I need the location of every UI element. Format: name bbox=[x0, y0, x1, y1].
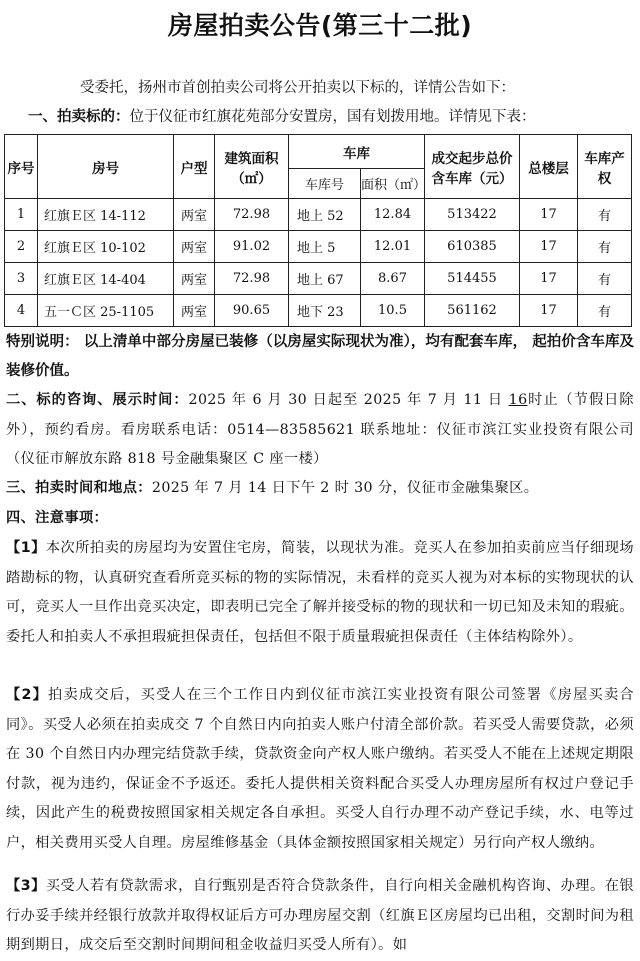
cell-seq: 3 bbox=[5, 263, 38, 295]
note-1-lead: 【1】 bbox=[6, 540, 46, 556]
cell-price: 514455 bbox=[425, 263, 520, 295]
cell-seq: 2 bbox=[5, 231, 38, 263]
page-title: 房屋拍卖公告(第三十二批) bbox=[167, 11, 473, 40]
header-garage-area: 面积（㎡） bbox=[361, 169, 425, 199]
section-1-text: 位于仪征市红旗花苑部分安置房，国有划拨用地。详情见下表： bbox=[129, 109, 536, 125]
table-row bbox=[5, 295, 632, 327]
cell-room: 红旗Ｅ区 10-102 bbox=[38, 231, 174, 263]
cell-area: 72.98 bbox=[215, 199, 289, 231]
header-price: 成交起步总价含车库（元） bbox=[425, 135, 520, 199]
cell-type: 两室 bbox=[174, 199, 215, 231]
table-row bbox=[5, 199, 632, 231]
cell-garage-no: 地上 67 bbox=[289, 263, 361, 295]
header-garage-right: 车库产权 bbox=[578, 135, 632, 199]
cell-garage-right: 有 bbox=[578, 295, 632, 327]
cell-floors: 17 bbox=[520, 263, 578, 295]
cell-garage-right: 有 bbox=[578, 263, 632, 295]
header-garage: 车库 bbox=[289, 135, 425, 169]
cell-price: 610385 bbox=[425, 231, 520, 263]
lots-table bbox=[4, 134, 632, 327]
section-2-hour: 16 bbox=[508, 392, 528, 408]
cell-seq: 1 bbox=[5, 199, 38, 231]
header-floors: 总楼层 bbox=[520, 135, 578, 199]
intro-text: 受委托，扬州市首创拍卖公司将公开拍卖以下标的，详情公告如下： bbox=[80, 80, 515, 96]
note-3 bbox=[6, 872, 634, 961]
cell-garage-right: 有 bbox=[578, 231, 632, 263]
cell-room: 红旗Ｅ区 14-112 bbox=[38, 199, 174, 231]
cell-garage-no: 地下 23 bbox=[289, 295, 361, 327]
note-3-lead: 【3】 bbox=[6, 878, 46, 894]
note-1 bbox=[6, 534, 634, 652]
cell-area: 90.65 bbox=[215, 295, 289, 327]
cell-seq: 4 bbox=[5, 295, 38, 327]
section-2-text-a: 2025 年 6 月 30 日起至 2025 年 7 月 11 日 bbox=[188, 392, 509, 408]
cell-room: 红旗Ｅ区 14-404 bbox=[38, 263, 174, 295]
special-note: 特别说明： 以上清单中部分房屋已装修（以房屋实际现状为准），均有配套车库， 起拍价含车库及装修价值。 bbox=[6, 334, 634, 379]
cell-garage-area: 12.84 bbox=[361, 199, 425, 231]
cell-type: 两室 bbox=[174, 263, 215, 295]
cell-garage-area: 8.67 bbox=[361, 263, 425, 295]
note-3-text: 买受人若有贷款需求，自行甄别是否符合贷款条件，自行向相关金融机构咨询、办理。在银行办妥手续并经银行放款并取得权证后方可办理房屋交割（红旗Ｅ区房屋均已出租，交割时间为租期到期日，成交后至交割时间期间租金收益归买受人所有）。如 bbox=[6, 878, 634, 953]
cell-room: 五一Ｃ区 25-1105 bbox=[38, 295, 174, 327]
header-area: 建筑面积（㎡） bbox=[215, 135, 289, 199]
section-4-heading-text: 四、注意事项： bbox=[6, 510, 109, 526]
header-type: 户型 bbox=[174, 135, 215, 199]
section-1-heading: 一、拍卖标的： bbox=[28, 109, 130, 125]
cell-price: 513422 bbox=[425, 199, 520, 231]
cell-type: 两室 bbox=[174, 231, 215, 263]
table-row bbox=[5, 263, 632, 295]
table-row bbox=[5, 231, 632, 263]
section-2-text-b: 时止（节假日除外），预约看房。看房联系电话：0514—83585621 联系地址：仪征市滨江实业投资有限公司（仪征市解放东路 818 号金融集聚区 C 座一楼） bbox=[6, 392, 634, 467]
cell-area: 72.98 bbox=[215, 263, 289, 295]
note-2-lead: 【2】 bbox=[6, 687, 49, 703]
cell-floors: 17 bbox=[520, 295, 578, 327]
note-1-text: 本次所拍卖的房屋均为安置住宅房，简装，以现状为准。竞买人在参加拍卖前应当仔细现场踏勘标的物，认真研究查看所竞买标的物的实际情况，未看样的竞买人视为对本标的实物现状的认可，竞买人一旦作出竞买决定，即表明已完全了解并接受标的物的现状和一切已知及未知的瑕疵。委托人和拍卖人不承担瑕疵担保责任，包括但不限于质量瑕疵担保责任（主体结构除外）。 bbox=[6, 540, 634, 645]
note-2 bbox=[6, 681, 634, 858]
section-1 bbox=[28, 107, 536, 127]
cell-garage-area: 12.01 bbox=[361, 231, 425, 263]
section-3-heading: 三、拍卖时间和地点： bbox=[6, 480, 152, 496]
cell-type: 两室 bbox=[174, 295, 215, 327]
note-2-text: 拍卖成交后，买受人在三个工作日内到仪征市滨江实业投资有限公司签署《房屋买卖合同》。买受人必须在拍卖成交 7 个自然日内向拍卖人账户付清全部价款。若买受人需要贷款，必须在 30 个自然日内办理完结贷款手续，贷款资金向产权人账户缴纳。若买受人不能在上述规定期限付款，视为违约，保证金不予返还。委托人提供相关资料配合买受人办理房屋所有权过户登记手续，因此产生的税费按照国家相关规定各自承担。买受人自行办理不动产登记手续，水、电等过户，相关费用买受人自理。房屋维修基金（具体金额按照国家相关规定）另行向产权人缴纳。 bbox=[6, 687, 634, 851]
header-seq: 序号 bbox=[5, 135, 38, 199]
cell-area: 91.02 bbox=[215, 231, 289, 263]
cell-price: 561162 bbox=[425, 295, 520, 327]
section-2 bbox=[6, 386, 634, 475]
section-2-heading: 二、标的咨询、展示时间： bbox=[6, 392, 189, 408]
cell-floors: 17 bbox=[520, 199, 578, 231]
cell-garage-area: 10.5 bbox=[361, 295, 425, 327]
section-4-heading bbox=[6, 504, 634, 534]
cell-garage-right: 有 bbox=[578, 199, 632, 231]
cell-garage-no: 地上 5 bbox=[289, 231, 361, 263]
header-room: 房号 bbox=[38, 135, 174, 199]
cell-garage-no: 地上 52 bbox=[289, 199, 361, 231]
cell-floors: 17 bbox=[520, 231, 578, 263]
header-garage-no: 车库号 bbox=[289, 169, 361, 199]
section-3 bbox=[6, 474, 634, 504]
section-3-text: 2025 年 7 月 14 日下午 2 时 30 分，仪征市金融集聚区。 bbox=[151, 480, 539, 496]
